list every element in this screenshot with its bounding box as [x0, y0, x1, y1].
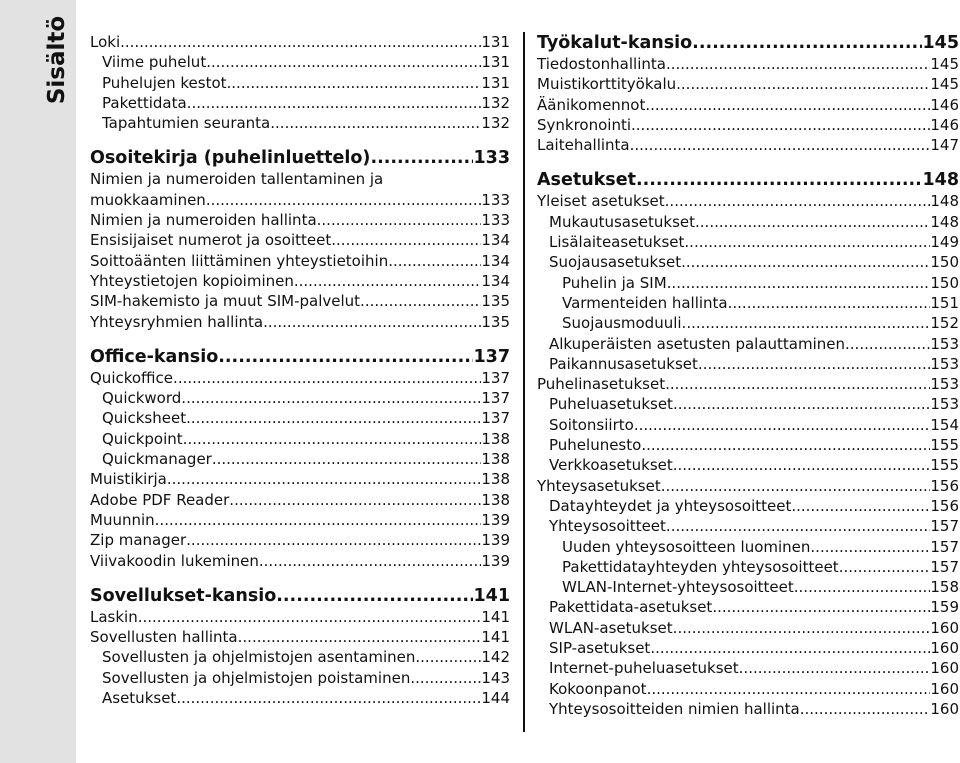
- toc-entry[interactable]: [90, 469, 510, 489]
- toc-heading-title: Office-kansio: [90, 346, 219, 367]
- toc-heading-title: Osoitekirja (puhelinluettelo): [90, 148, 371, 169]
- toc-entry-page: 159: [930, 598, 959, 617]
- toc-entry-page: 133: [481, 211, 510, 230]
- toc-entry-page: 143: [481, 668, 510, 687]
- toc-entry-title: Nimien ja numeroiden hallinta: [90, 211, 317, 230]
- toc-entry[interactable]: [90, 388, 510, 408]
- toc-entry-title: Yhteystietojen kopioiminen: [90, 271, 294, 290]
- leader-dots: [186, 530, 481, 550]
- leader-dots: [665, 191, 931, 211]
- toc-entry-page: 131: [481, 73, 510, 92]
- toc-entry-title: Pakettidata: [102, 93, 187, 112]
- toc-entry-page: 147: [930, 136, 959, 155]
- leader-dots: [728, 293, 931, 313]
- leader-dots: [138, 607, 482, 627]
- toc-entry-title: Varmenteiden hallinta: [562, 293, 728, 312]
- toc-entry-page: 139: [481, 510, 510, 529]
- toc-entry-title: WLAN-Internet-yhteysosoitteet: [562, 578, 794, 597]
- toc-entry-title: Adobe PDF Reader: [90, 490, 230, 509]
- leader-dots: [695, 212, 930, 232]
- toc-entry-page: 131: [481, 53, 510, 72]
- leader-dots: [227, 73, 482, 93]
- leader-dots: [294, 271, 481, 291]
- toc-heading-title: Asetukset: [537, 170, 636, 191]
- toc-entry-title: Quickoffice: [90, 368, 174, 387]
- toc-entry[interactable]: [537, 699, 959, 719]
- toc-entry-page: 133: [481, 190, 510, 209]
- toc-entry[interactable]: [537, 638, 959, 658]
- leader-dots: [650, 638, 930, 658]
- leader-dots: [263, 312, 481, 332]
- toc-entry-page: 135: [481, 292, 510, 311]
- toc-entry[interactable]: [537, 293, 959, 313]
- toc-heading-office[interactable]: [90, 346, 510, 368]
- toc-entry-continued-line: Nimien ja numeroiden tallentaminen ja: [90, 170, 384, 189]
- toc-entry-page: 156: [930, 476, 959, 495]
- toc-entry-page: 149: [930, 233, 959, 252]
- toc-entry[interactable]: [537, 557, 959, 577]
- leader-dots: [120, 32, 481, 52]
- toc-entry[interactable]: [90, 551, 510, 571]
- toc-entry-title: Pakettidata-asetukset: [549, 598, 713, 617]
- leader-dots: [645, 95, 930, 115]
- leader-dots: [839, 557, 931, 577]
- toc-entry-page: 156: [930, 496, 959, 515]
- toc-entry[interactable]: [90, 73, 510, 93]
- side-tab: [0, 0, 76, 763]
- toc-entry[interactable]: [90, 52, 510, 72]
- leader-dots: [791, 496, 930, 516]
- toc-entry-page: 137: [481, 409, 510, 428]
- toc-entry-page: 153: [930, 354, 959, 373]
- toc-entry-page: 138: [481, 429, 510, 448]
- leader-dots: [692, 32, 922, 54]
- toc-entry-page: 160: [930, 618, 959, 637]
- leader-dots: [647, 679, 931, 699]
- toc-entry-title: SIM-hakemisto ja muut SIM-palvelut: [90, 292, 361, 311]
- toc-group-osoitekirja: [90, 190, 510, 332]
- toc-entry-title: Puhelinasetukset: [537, 375, 666, 394]
- toc-entry-title: Quickpoint: [102, 429, 183, 448]
- toc-entry-page: 160: [930, 659, 959, 678]
- toc-entry-title: Lisälaiteasetukset: [549, 233, 685, 252]
- toc-entry-title: Soittoäänten liittäminen yhteystietoihin: [90, 251, 389, 270]
- leader-dots: [810, 537, 930, 557]
- toc-entry[interactable]: [537, 135, 959, 155]
- toc-entry[interactable]: [537, 74, 959, 94]
- toc-group-sovellukset: [90, 607, 510, 708]
- toc-entry-page: 134: [481, 271, 510, 290]
- leader-dots: [636, 169, 923, 191]
- toc-entry[interactable]: [537, 394, 959, 414]
- column-divider: [523, 32, 525, 732]
- toc-entry-page: 139: [481, 551, 510, 570]
- toc-entry[interactable]: [90, 251, 510, 271]
- leader-dots: [712, 597, 930, 617]
- leader-dots: [370, 147, 473, 169]
- toc-entry[interactable]: [90, 312, 510, 332]
- toc-group-office: [90, 368, 510, 571]
- leader-dots: [684, 232, 930, 252]
- toc-heading-page: 137: [473, 346, 510, 367]
- toc-entry[interactable]: [90, 627, 510, 647]
- toc-entry[interactable]: [537, 54, 959, 74]
- toc-entry-page: 152: [930, 314, 959, 333]
- leader-dots: [181, 388, 481, 408]
- toc-entry-page: 150: [930, 273, 959, 292]
- toc-left-column: [90, 32, 510, 708]
- leader-dots: [259, 551, 481, 571]
- toc-entry[interactable]: [537, 313, 959, 333]
- toc-entry-page: 153: [930, 334, 959, 353]
- toc-entry-page: 154: [930, 415, 959, 434]
- leader-dots: [634, 415, 931, 435]
- leader-dots: [183, 429, 482, 449]
- toc-entry-title: Kokoonpanot: [549, 679, 647, 698]
- toc-entry-title: Yhteysosoitteiden nimien hallinta: [549, 699, 800, 718]
- toc-entry[interactable]: [537, 191, 959, 211]
- toc-entry-title: Muistikorttityökalu: [537, 75, 677, 94]
- toc-entry-page: 151: [930, 293, 959, 312]
- toc-entry-title: Synkronointi: [537, 115, 632, 134]
- toc-entry-title: WLAN-asetukset: [549, 618, 673, 637]
- toc-entry-page: 153: [930, 375, 959, 394]
- leader-dots: [794, 577, 931, 597]
- leader-dots: [167, 469, 481, 489]
- toc-entry[interactable]: [537, 496, 959, 516]
- toc-entry[interactable]: [537, 374, 959, 394]
- leader-dots: [187, 93, 482, 113]
- leader-dots: [276, 585, 473, 607]
- toc-entry[interactable]: [90, 113, 510, 133]
- leader-dots: [641, 435, 930, 455]
- toc-entry-title: Sovellusten hallinta: [90, 628, 238, 647]
- toc-entry[interactable]: [537, 516, 959, 536]
- leader-dots: [317, 210, 482, 230]
- leader-dots: [739, 658, 931, 678]
- toc-entry[interactable]: [90, 408, 510, 428]
- leader-dots: [360, 291, 481, 311]
- toc-entry-page: 132: [481, 114, 510, 133]
- toc-entry[interactable]: [90, 230, 510, 250]
- toc-entry-page: 160: [930, 699, 959, 718]
- leader-dots: [630, 135, 931, 155]
- toc-entry-title: Ensisijaiset numerot ja osoitteet: [90, 231, 332, 250]
- toc-entry-title: Puhelujen kestot: [102, 73, 227, 92]
- leader-dots: [206, 190, 482, 210]
- leader-dots: [155, 510, 482, 530]
- leader-dots: [238, 627, 482, 647]
- toc-entry[interactable]: [90, 449, 510, 469]
- toc-entry-page: 131: [481, 33, 510, 51]
- toc-entry-title: Suojausmoduuli: [562, 314, 682, 333]
- toc-entry-title: Alkuperäisten asetusten palauttaminen: [549, 334, 846, 353]
- toc-entry[interactable]: [537, 455, 959, 475]
- toc-entry[interactable]: [90, 190, 510, 210]
- toc-entry[interactable]: [90, 210, 510, 230]
- toc-entry[interactable]: [90, 647, 510, 667]
- toc-entry[interactable]: [537, 212, 959, 232]
- toc-heading-asetukset[interactable]: [537, 169, 959, 191]
- side-tab-label: Sisältö: [44, 15, 70, 105]
- toc-entry-title: Laitehallinta: [537, 136, 630, 155]
- toc-entry[interactable]: [537, 252, 959, 272]
- leader-dots: [666, 516, 930, 536]
- toc-group-loki: [90, 52, 510, 133]
- toc-entry[interactable]: [537, 334, 959, 354]
- toc-entry-page: 132: [481, 93, 510, 112]
- toc-entry[interactable]: [90, 668, 510, 688]
- toc-entry-title: Sovellusten ja ohjelmistojen poistaminen: [102, 668, 411, 687]
- leader-dots: [673, 455, 931, 475]
- toc-entry-page: 134: [481, 251, 510, 270]
- toc-entry-title: Asetukset: [102, 689, 177, 708]
- toc-entry-title: Internet-puheluasetukset: [549, 659, 739, 678]
- toc-entry[interactable]: [90, 93, 510, 113]
- toc-entry-title: Viivakoodin lukeminen: [90, 551, 259, 570]
- toc-entry-title: SIP-asetukset: [549, 639, 651, 658]
- leader-dots: [176, 688, 481, 708]
- toc-entry-title: Tapahtumien seuranta: [102, 114, 271, 133]
- toc-entry[interactable]: [537, 658, 959, 678]
- toc-entry-title: Äänikomennot: [537, 95, 646, 114]
- toc-entry-page: 150: [930, 253, 959, 272]
- toc-entry-title: Yhteysosoitteet: [549, 517, 666, 536]
- toc-entry-title: Sovellusten ja ohjelmistojen asentaminen: [102, 648, 416, 667]
- leader-dots: [673, 618, 931, 638]
- leader-dots: [661, 476, 931, 496]
- toc-entry-page: 135: [481, 312, 510, 331]
- toc-entry[interactable]: [90, 490, 510, 510]
- toc-entry-title: Verkkoasetukset: [549, 456, 673, 475]
- toc-heading-title: Sovellukset-kansio: [90, 585, 277, 606]
- toc-entry-page: 139: [481, 531, 510, 550]
- toc-entry[interactable]: [537, 232, 959, 252]
- toc-entry[interactable]: [90, 429, 510, 449]
- toc-group-tyokalut: [537, 54, 959, 155]
- toc-entry-title: Soitonsiirto: [549, 415, 634, 434]
- toc-entry-title: muokkaaminen: [90, 190, 206, 209]
- toc-entry-page: 157: [930, 557, 959, 576]
- toc-right-column: [537, 32, 959, 719]
- toc-entry[interactable]: [90, 271, 510, 291]
- toc-entry-title: Mukautusasetukset: [549, 212, 696, 231]
- leader-dots: [206, 52, 481, 72]
- toc-entry-title: Yhteysryhmien hallinta: [90, 312, 264, 331]
- toc-entry-page: 142: [481, 648, 510, 667]
- toc-entry-loki[interactable]: [90, 32, 510, 52]
- toc-entry[interactable]: [90, 291, 510, 311]
- toc-entry-title: Viime puhelut: [102, 53, 207, 72]
- leader-dots: [212, 449, 482, 469]
- toc-entry[interactable]: [537, 679, 959, 699]
- toc-entry-title: Pakettidatayhteyden yhteysosoitteet: [562, 557, 839, 576]
- toc-entry-page: 145: [930, 75, 959, 94]
- toc-entry-page: 144: [481, 689, 510, 708]
- leader-dots: [631, 115, 930, 135]
- toc-entry[interactable]: [537, 415, 959, 435]
- toc-entry-title: Tiedostonhallinta: [537, 55, 666, 73]
- toc-entry[interactable]: [90, 510, 510, 530]
- leader-dots: [173, 368, 481, 388]
- toc-heading-sovellukset[interactable]: [90, 585, 510, 607]
- leader-dots: [845, 334, 930, 354]
- toc-entry-page: 157: [930, 537, 959, 556]
- toc-heading-page: 141: [473, 585, 510, 606]
- toc-entry-page: 158: [930, 578, 959, 597]
- toc-entry-page: 146: [930, 115, 959, 134]
- leader-dots: [800, 699, 931, 719]
- toc-entry-page: 145: [930, 55, 959, 73]
- toc-entry[interactable]: [90, 368, 510, 388]
- toc-group-asetukset: [537, 191, 959, 719]
- toc-heading-title: Työkalut-kansio: [537, 33, 693, 53]
- toc-entry[interactable]: [537, 597, 959, 617]
- toc-entry-title: Puhelin ja SIM: [562, 273, 667, 292]
- toc-entry-page: 134: [481, 231, 510, 250]
- toc-entry[interactable]: [537, 537, 959, 557]
- leader-dots: [676, 74, 930, 94]
- toc-entry-page: 148: [930, 212, 959, 231]
- leader-dots: [218, 346, 473, 368]
- toc-entry-title: Quickmanager: [102, 450, 212, 469]
- toc-entry[interactable]: [90, 688, 510, 708]
- toc-entry-title: Muunnin: [90, 510, 155, 529]
- toc-entry[interactable]: [537, 115, 959, 135]
- toc-heading-page: 145: [922, 33, 959, 53]
- toc-entry-page: 137: [481, 368, 510, 387]
- toc-entry-page: 160: [930, 679, 959, 698]
- leader-dots: [681, 252, 930, 272]
- toc-entry[interactable]: [537, 95, 959, 115]
- toc-entry-title: Datayhteydet ja yhteysosoitteet: [549, 496, 792, 515]
- leader-dots: [186, 408, 481, 428]
- toc-entry-page: 153: [930, 395, 959, 414]
- leader-dots: [682, 313, 931, 333]
- toc-entry-title: Puheluasetukset: [549, 395, 673, 414]
- toc-entry-title: Quicksheet: [102, 409, 187, 428]
- toc-entry-page: 137: [481, 389, 510, 408]
- toc-entry-title: Uuden yhteysosoitteen luominen: [562, 537, 811, 556]
- leader-dots: [673, 394, 930, 414]
- toc-entry[interactable]: [537, 476, 959, 496]
- toc-entry-title: Paikannusasetukset: [549, 354, 698, 373]
- toc-heading-page: 148: [922, 170, 959, 191]
- toc-heading-osoitekirja[interactable]: [90, 147, 510, 169]
- toc-heading-page: 133: [473, 148, 510, 169]
- toc-entry-title: Muistikirja: [90, 470, 167, 489]
- toc-entry-page: 141: [481, 607, 510, 626]
- toc-entry[interactable]: [537, 354, 959, 374]
- leader-dots: [415, 647, 481, 667]
- leader-dots: [667, 273, 931, 293]
- toc-entry[interactable]: [537, 273, 959, 293]
- leader-dots: [665, 374, 930, 394]
- leader-dots: [331, 230, 481, 250]
- toc-entry-page: 138: [481, 490, 510, 509]
- toc-entry-page: 160: [930, 639, 959, 658]
- toc-heading-tyokalut[interactable]: [537, 32, 959, 54]
- toc-entry-page: 146: [930, 95, 959, 114]
- toc-entry-title: Loki: [90, 33, 121, 51]
- toc-entry-title: Laskin: [90, 607, 138, 626]
- toc-entry[interactable]: [537, 435, 959, 455]
- leader-dots: [666, 54, 930, 74]
- toc-entry[interactable]: [537, 577, 959, 597]
- toc-entry-page: 155: [930, 436, 959, 455]
- toc-entry-page: 138: [481, 450, 510, 469]
- toc-entry-page: 141: [481, 628, 510, 647]
- toc-entry-title: Zip manager: [90, 531, 187, 550]
- leader-dots: [388, 251, 481, 271]
- toc-entry[interactable]: [90, 607, 510, 627]
- toc-entry-title: Suojausasetukset: [549, 253, 682, 272]
- toc-entry-page: 138: [481, 470, 510, 489]
- leader-dots: [698, 354, 930, 374]
- toc-entry-title: Yleiset asetukset: [537, 192, 665, 211]
- toc-entry-title: Quickword: [102, 389, 182, 408]
- leader-dots: [229, 490, 481, 510]
- toc-entry[interactable]: [537, 618, 959, 638]
- leader-dots: [270, 113, 481, 133]
- toc-entry-page: 157: [930, 517, 959, 536]
- toc-entry-page: 155: [930, 456, 959, 475]
- toc-entry-title: Yhteysasetukset: [537, 476, 661, 495]
- toc-entry[interactable]: [90, 530, 510, 550]
- leader-dots: [410, 668, 481, 688]
- toc-entry-page: 148: [930, 192, 959, 211]
- toc-entry-title: Puhelunesto: [549, 436, 642, 455]
